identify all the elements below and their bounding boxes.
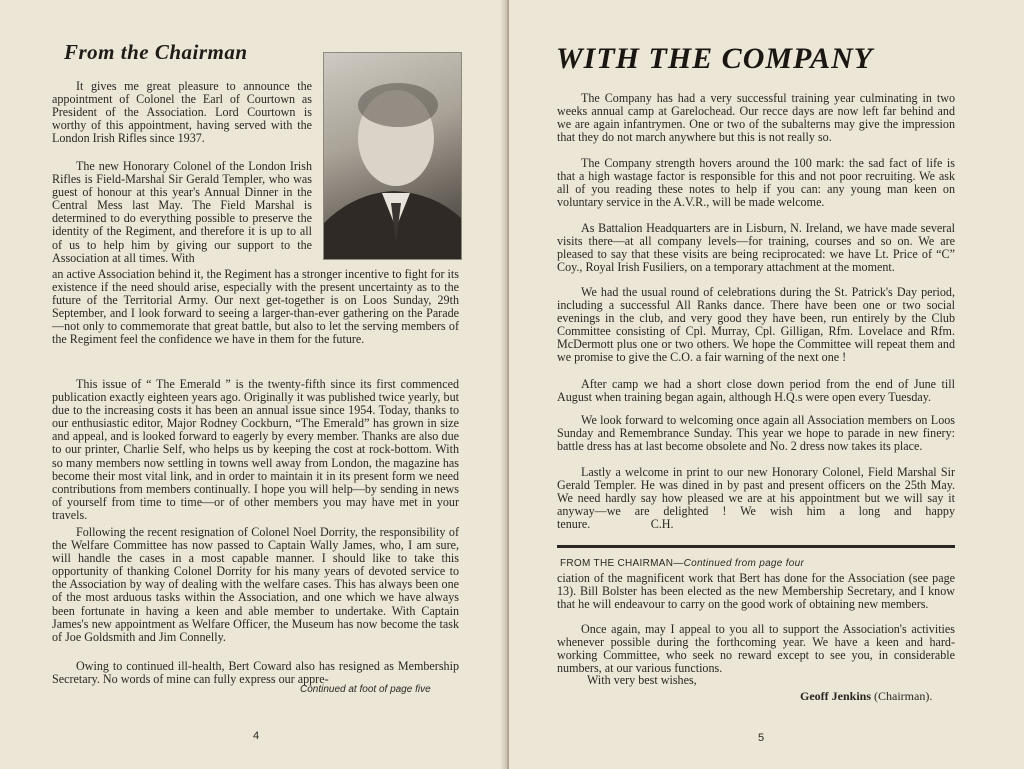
page-number: 4: [253, 730, 260, 742]
chairman-paragraph-5: Following the recent resignation of Colonel Noel Dorrity, the responsibility of the Welfare Committee has now passed to Captain Wally James, who, I am sure, will handle the cases in a most capable manner. I should like to take this opportunity of thanking Colonel Dorrity for his many years of devoted service to the Association by way of dealing with the welfare cases. This has always been one of the most arduous tasks within the Association, and one which we have always been fortunate in having a keen and able member to undertake. With Captain James's new appointment as Welfare Officer, the Museum has now become the task of Joe Goldsmith and Jim Connelly.: [52, 525, 459, 644]
company-paragraph-6: We look forward to welcoming once again all Association members on Loos Sunday and Remembrance Sunday. This year we hope to parade in new finery: battle dress has at last become obsolete and No. 2 dress now takes its place.: [557, 413, 955, 454]
company-paragraph-7: Lastly a welcome in print to our new Honorary Colonel, Field Marshal Sir Gerald Templer. He was dined in by past and present officers on the 25th May. We need hardly say how pleased we are at his appointment but we will say it anyway—we are delighted ! We wish him a long and happy tenure. C.H.: [557, 465, 955, 532]
continuation-paragraph-2: Once again, may I appeal to you all to support the Association's activities whenever possible during the forthcoming year. We have a keen and hard-working Committee, who seek no reward except to see you, in considerable numbers, at our various functions.: [557, 622, 955, 676]
chairman-paragraph-4: This issue of “ The Emerald ” is the twenty-fifth since its first commenced publication exactly eighteen years ago. Originally it was published twice yearly, but due to the increasing costs it has been an annual issue since 1954. Today, thanks to our enthusiastic editor, Major Rodney Cockburn, “The Emerald” has grown in size and appeal, and is looked forward to eagerly by every member. Thanks are also due to our printer, Charlie Self, who helps us by keeping the cost at rock-bottom. With so many members now settling in towns well away from London, the magazine has become their most vital link, and in order to maintain it in its present form we need contributions from members continually. I hope you will help—by sending in news of yourself from time to time—or of other members you may have met in your travels.: [52, 377, 459, 522]
signature-role: (Chairman).: [874, 689, 933, 703]
chairman-title: From the Chairman: [64, 40, 248, 64]
chairman-paragraph-3: an active Association behind it, the Regiment has a stronger incentive to fight for its existence if the need should arise, especially with the present uncertainty as to the future of the Territorial Army. Our next get-together is on Loos Sunday, 29th September, and I look forward to seeing a larger-than-ever gathering on the Parade—not only to commemorate that great battle, but also to let the serving members of the Regiment feel the confidence we have in them for the future.: [52, 267, 459, 347]
continuation-header-caps: FROM THE CHAIRMAN—: [560, 558, 684, 569]
continuation-paragraph-1: ciation of the magnificent work that Bert has done for the Association (see page 13). Bill Bolster has been elected as the new Membership Secretary, and I know that he will endeavour to carry on the good work of obtaining new members.: [557, 571, 955, 612]
continuation-header-italic: Continued from page four: [683, 558, 805, 569]
company-title: WITH THE COMPANY: [556, 42, 874, 75]
continuation-header: [560, 558, 804, 569]
company-paragraph-4: We had the usual round of celebrations during the St. Patrick's Day period, including a successful All Ranks dance. There have been one or two social evenings in the club, and very good they have been, run entirely by the Club Committee consisting of Cpl. Murray, Cpl. Gilligan, Rfm. Lovelace and Rfm. McDermott plus one or two others. We hope the Committee will repeat them and we promise to give the C.O. a fair warning of the next one !: [557, 285, 955, 365]
page-number-right: 5: [758, 732, 765, 744]
company-paragraph-3: As Battalion Headquarters are in Lisburn, N. Ireland, we have made several visits there—at all company levels—for training, courses and so on. We are pleased to say that these visits are being reciprocated: we have Lt. Price of “C” Coy., Royal Irish Fusiliers, on a temporary attachment at the moment.: [557, 221, 955, 275]
portrait-figure: [324, 53, 461, 259]
continued-note: Continued at foot of page five: [300, 684, 431, 695]
chairman-photo: [323, 52, 462, 260]
section-divider: [557, 545, 955, 548]
company-paragraph-1: The Company has had a very successful training year culminating in two weeks annual camp at Garelochead. Our recce days are now left far behind and we are again infantrymen. One or two of the subalterns may give the impression that they do not march anywhere but this is not really so.: [557, 91, 955, 145]
chairman-paragraph-2: The new Honorary Colonel of the London Irish Rifles is Field-Marshal Sir Gerald Templer, who was guest of honour at this year's Annual Dinner in the Central Mess last May. The Field Marshal is determined to do everything possible to preserve the identity of the Regiment, and therefore it is up to all of us to help him by giving our support to the Association at all times. With: [52, 159, 312, 265]
chairman-paragraph-6: Owing to continued ill-health, Bert Coward also has resigned as Membership Secretary. No words of mine can fully express our appre-: [52, 659, 459, 687]
chairman-paragraph-1: It gives me great pleasure to announce the appointment of Colonel the Earl of Courtown as President of the Association. Lord Courtown is worthy of this appointment, having served with the London Irish Rifles since 1937.: [52, 79, 312, 146]
signature: [800, 689, 932, 704]
signature-name: Geoff Jenkins: [800, 689, 872, 703]
company-paragraph-2: The Company strength hovers around the 100 mark: the sad fact of life is that a high wastage factor is responsible for this and not poor recruiting. We ask all of you reading these notes to help if you can: any young man keen on voluntary service in the A.V.R., will be made welcome.: [557, 156, 955, 210]
left-page: [0, 0, 509, 769]
continuation-paragraph-3: With very best wishes,: [587, 673, 697, 687]
company-paragraph-5: After camp we had a short close down period from the end of June till August when training began again, although H.Q.s were open every Tuesday.: [557, 377, 955, 405]
